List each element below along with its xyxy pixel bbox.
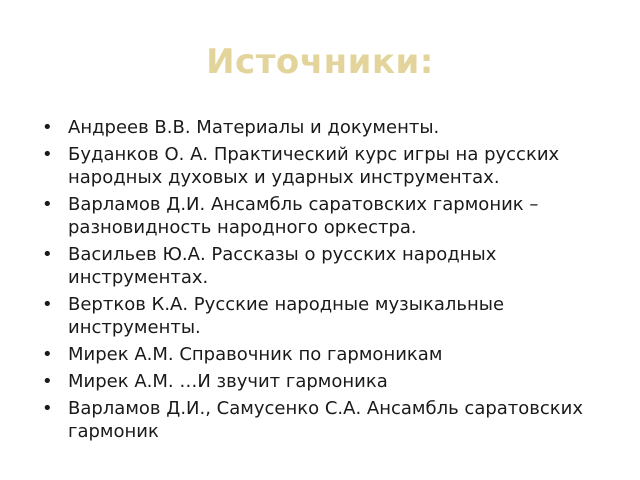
sources-list bbox=[34, 116, 624, 447]
source-text: Васильев Ю.А. Рассказы о русских народных инструментах. bbox=[68, 244, 497, 288]
source-text: Варламов Д.И. Ансамбль саратовских гармоник – разновидность народного оркестра. bbox=[68, 194, 539, 238]
list-item bbox=[34, 293, 624, 339]
bullet-icon: • bbox=[42, 398, 53, 419]
source-text: Мирек А.М. …И звучит гармоника bbox=[68, 371, 388, 392]
bullet-icon: • bbox=[42, 294, 53, 315]
bullet-icon: • bbox=[42, 144, 53, 165]
source-text: Варламов Д.И., Самусенко С.А. Ансамбль саратовских гармоник bbox=[68, 398, 584, 442]
bullet-icon: • bbox=[42, 194, 53, 215]
bullet-icon: • bbox=[42, 371, 53, 392]
slide-title: Источники: bbox=[206, 42, 434, 82]
list-item bbox=[34, 243, 624, 289]
source-text: Мирек А.М. Справочник по гармоникам bbox=[68, 344, 443, 365]
list-item bbox=[34, 370, 624, 393]
list-item bbox=[34, 143, 624, 189]
bullet-icon: • bbox=[42, 117, 53, 138]
bullet-icon: • bbox=[42, 244, 53, 265]
source-text: Андреев В.В. Материалы и документы. bbox=[68, 117, 440, 138]
bullet-icon: • bbox=[42, 344, 53, 365]
source-text: Буданков О. А. Практический курс игры на русских народных духовых и ударных инструментах. bbox=[68, 144, 560, 188]
list-item bbox=[34, 193, 624, 239]
list-item bbox=[34, 343, 624, 366]
list-item bbox=[34, 397, 624, 443]
list-item bbox=[34, 116, 624, 139]
source-text: Вертков К.А. Русские народные музыкальные инструменты. bbox=[68, 294, 505, 338]
